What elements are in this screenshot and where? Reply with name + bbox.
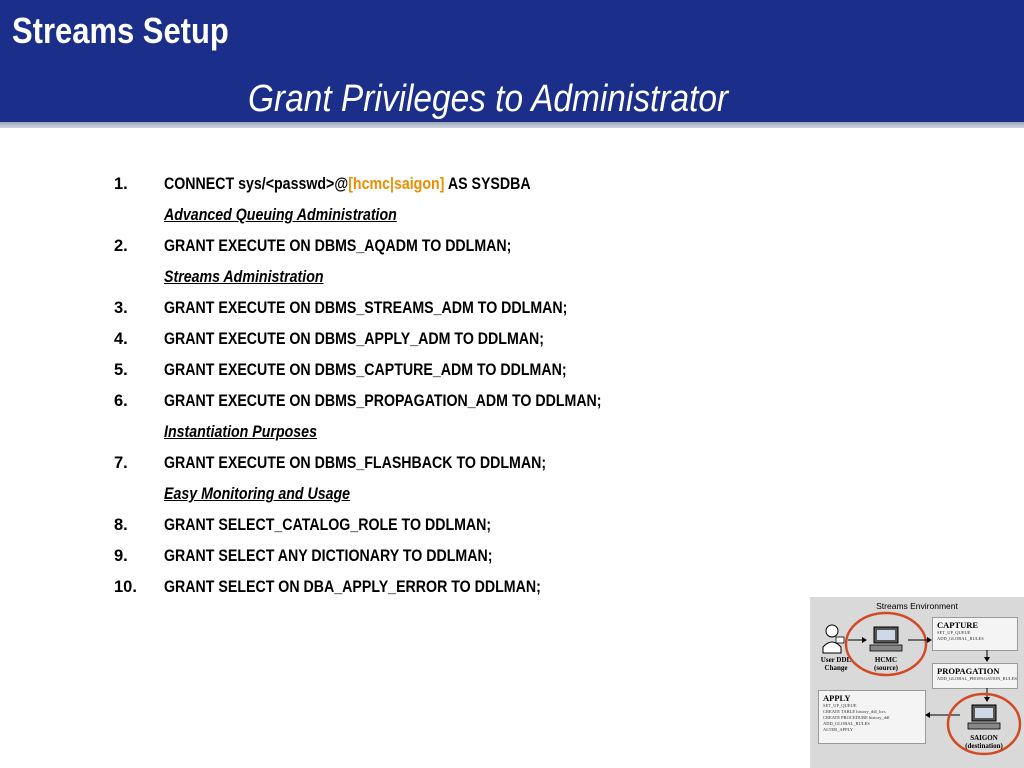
list-item-number: 3. — [114, 299, 128, 317]
slide-title: Streams Setup — [12, 10, 229, 51]
section-heading-text: Easy Monitoring and Usage — [164, 485, 351, 503]
section-heading-text: Instantiation Purposes — [164, 423, 317, 441]
user-to-source-arrow — [848, 637, 867, 643]
propagation-line: ADD_GLOBAL_PROPAGATION_RULES — [937, 676, 1017, 681]
list-item-text: GRANT SELECT ON DBA_APPLY_ERROR TO DDLMAN; — [164, 578, 541, 596]
section-heading-text: Advanced Queuing Administration — [164, 206, 397, 224]
list-item-number: 9. — [114, 547, 128, 565]
destination-label — [956, 734, 1012, 750]
capture-to-propagation-arrow — [984, 650, 990, 662]
list-item-text: GRANT EXECUTE ON DBMS_PROPAGATION_ADM TO DDLMAN; — [164, 392, 602, 410]
source-label — [866, 656, 906, 672]
list-item-number: 1. — [114, 175, 128, 193]
list-item-number: 10. — [114, 578, 137, 596]
list-item-number: 2. — [114, 237, 128, 255]
apply-line: CREATE PROCEDURE history_ddl — [823, 715, 890, 720]
list-item-text: GRANT EXECUTE ON DBMS_CAPTURE_ADM TO DDLMAN; — [164, 361, 567, 379]
list-item-text-part: CONNECT sys/<passwd>@ — [164, 175, 349, 193]
section-heading-text: Streams Administration — [164, 268, 324, 286]
source-label-line: (source) — [874, 664, 898, 672]
slide-subtitle: Grant Privileges to Administrator — [248, 78, 729, 120]
list-item-number: 4. — [114, 330, 128, 348]
list-item-text — [164, 173, 531, 195]
list-item-number: 6. — [114, 392, 128, 410]
list-item-text-part: AS SYSDBA — [444, 175, 531, 193]
apply-line: SET_UP_QUEUE — [823, 703, 857, 708]
list-item-text: GRANT EXECUTE ON DBMS_FLASHBACK TO DDLMAN; — [164, 454, 547, 472]
user-icon — [823, 625, 844, 653]
list-item-text: GRANT EXECUTE ON DBMS_APPLY_ADM TO DDLMAN; — [164, 330, 545, 348]
list-item-number: 5. — [114, 361, 128, 379]
list-item-text: GRANT SELECT_CATALOG_ROLE TO DDLMAN; — [164, 516, 492, 534]
list-item-text: GRANT EXECUTE ON DBMS_AQADM TO DDLMAN; — [164, 237, 512, 255]
diagram-title: Streams Environment — [876, 601, 958, 611]
user-label-line: User DDL — [820, 656, 852, 664]
user-label-line: Change — [824, 664, 848, 672]
title-banner — [0, 0, 1024, 122]
source-label-line: HCMC — [874, 656, 898, 664]
hcmc-computer-icon — [870, 627, 902, 651]
source-to-capture-arrow — [908, 637, 932, 643]
apply-line: ALTER_APPLY — [823, 727, 854, 732]
user-label — [816, 656, 856, 672]
list-item-number: 7. — [114, 454, 128, 472]
capture-label: CAPTURE — [937, 620, 979, 630]
apply-line: ADD_GLOBAL_RULES — [823, 721, 870, 726]
apply-label: APPLY — [823, 693, 851, 703]
destination-to-apply-arrow — [925, 712, 960, 718]
list-item-text-part: [hcmc|saigon] — [348, 175, 445, 193]
banner-divider — [0, 122, 1024, 128]
list-item-text: GRANT EXECUTE ON DBMS_STREAMS_ADM TO DDLMAN; — [164, 299, 568, 317]
apply-line: CREATE TABLE history_ddl_lcrs — [823, 709, 886, 714]
list-item-number: 8. — [114, 516, 128, 534]
list-item-text: GRANT SELECT ANY DICTIONARY TO DDLMAN; — [164, 547, 493, 565]
saigon-computer-icon — [968, 705, 1000, 729]
propagation-label: PROPAGATION — [937, 666, 1000, 676]
capture-line: ADD_GLOBAL_RULES — [937, 636, 984, 641]
destination-label-line: (destination) — [965, 742, 1003, 750]
streams-environment-diagram — [810, 597, 1024, 768]
capture-line: SET_UP_QUEUE — [937, 630, 971, 635]
destination-label-line: SAIGON — [970, 734, 998, 742]
